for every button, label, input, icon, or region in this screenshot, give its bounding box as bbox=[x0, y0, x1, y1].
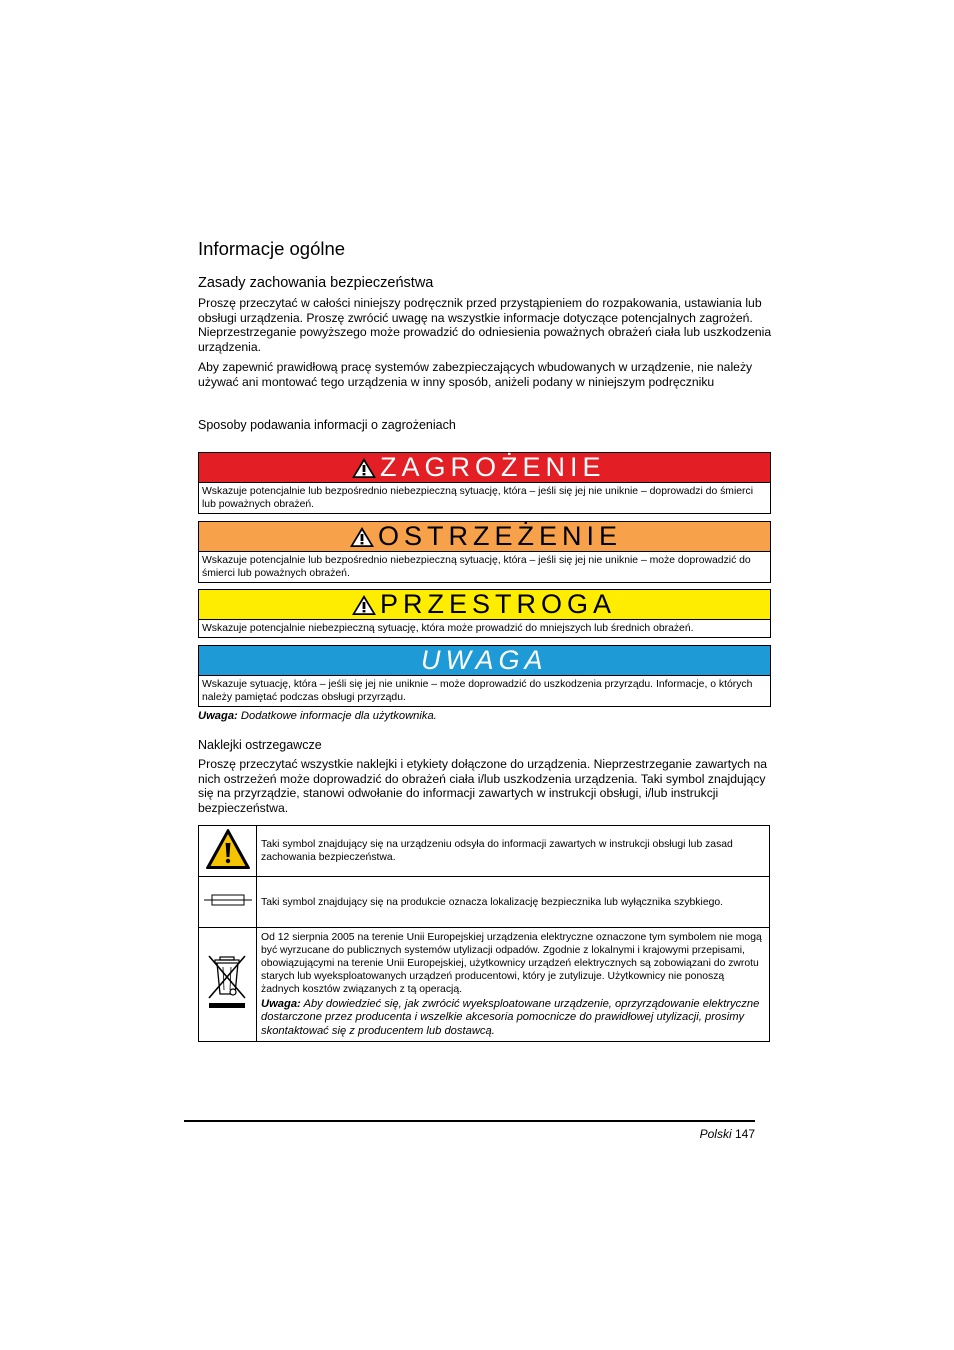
warning-box bbox=[198, 521, 771, 583]
safety-paragraph-2: Aby zapewnić prawidłową pracę systemów zabezpieczających wbudowanych w urządzenie, nie należy używać ani montować tego urządzenia w inny sposób, aniżeli podany w niniejszym podręczniku bbox=[198, 360, 753, 389]
footer-language: Polski bbox=[699, 1127, 732, 1141]
crossed-bin-icon bbox=[205, 952, 251, 1012]
note-text: Dodatkowe informacje dla użytkownika. bbox=[237, 710, 437, 722]
symbol-description: Taki symbol znajdujący się na produkcie oznacza lokalizację bezpiecznika lub wyłącznika szybkiego. bbox=[257, 877, 770, 928]
page-number: 147 bbox=[734, 1127, 755, 1141]
weee-note bbox=[261, 998, 765, 1038]
symbol-cell bbox=[199, 826, 257, 877]
labels-heading: Naklejki ostrzegawcze bbox=[198, 738, 322, 752]
note-label: Uwaga: bbox=[198, 710, 238, 722]
fuse-icon bbox=[202, 893, 254, 907]
footer-rule bbox=[184, 1120, 755, 1122]
symbol-description: Taki symbol znajdujący się na urządzeniu odsyła do informacji zawartych w instrukcji obsługi lub zasad zachowania bezpieczeństwa. bbox=[257, 826, 770, 877]
labels-paragraph: Proszę przeczytać wszystkie naklejki i etykiety dołączone do urządzenia. Nieprzestrzeganie zawartych na nich ostrzeżeń może doprowadzić do obrażeń ciała i/lub uszkodzenia urządzenia. Taki symbol znajdujący się na przyrządzie, stanowi odwołanie do informacji zawartych w instrukcji obsługi, i/lub instrukcji bezpieczeństwa. bbox=[198, 757, 768, 815]
danger-signal-word: ZAGROŻENIE bbox=[380, 452, 606, 482]
hazard-info-heading: Sposoby podawania informacji o zagrożeniach bbox=[198, 418, 456, 432]
warning-banner bbox=[199, 522, 770, 552]
note-text: Aby dowiedzieć się, jak zwrócić wyeksploatowane urządzenie, oprzyrządowanie elektryczne dostarczone przez producenta i wszelkie akcesoria pomocnicze do prawidłowej utylizacji, prosimy skontaktować się z producentem lub dostawcą. bbox=[261, 998, 760, 1037]
notice-banner bbox=[199, 646, 770, 676]
safety-heading: Zasady zachowania bezpieczeństwa bbox=[198, 275, 434, 291]
caution-text: Wskazuje potencjalnie niebezpieczną sytuację, która może prowadzić do mniejszych lub średnich obrażeń. bbox=[202, 623, 694, 634]
user-note bbox=[198, 710, 437, 722]
warning-signal-word: OSTRZEŻENIE bbox=[378, 521, 623, 551]
symbol-description bbox=[257, 928, 770, 1042]
warning-text: Wskazuje potencjalnie lub bezpośrednio niebezpieczną sytuację, która – jeśli się jej nie uniknie – może doprowadzić do śmierci lub poważnych obrażeń. bbox=[202, 555, 751, 579]
caution-signal-word: PRZESTROGA bbox=[380, 589, 617, 619]
danger-box bbox=[198, 452, 771, 514]
warning-triangle-icon bbox=[351, 594, 377, 616]
notice-box bbox=[198, 645, 771, 707]
safety-paragraph-1: Proszę przeczytać w całości niniejszy podręcznik przed przystąpieniem do rozpakowania, ustawiania lub obsługi urządzenia. Proszę zwrócić uwagę na wszystkie informacje dotyczące potencjalnych zagrożeń. Nieprzestrzeganie powyższego może prowadzić do odniesienia poważnych obrażeń ciała lub uszkodzenia urządzenia. bbox=[198, 296, 772, 354]
table-row bbox=[199, 877, 770, 928]
notice-text: Wskazuje sytuację, która – jeśli się jej nie uniknie – może doprowadzić do uszkodzenia przyrządu. Informacje, o których należy pamiętać podczas obsługi przyrządu. bbox=[202, 679, 753, 703]
notice-signal-word: UWAGA bbox=[421, 645, 548, 675]
warning-triangle-icon bbox=[351, 457, 377, 479]
caution-box bbox=[198, 589, 771, 638]
warning-triangle-icon bbox=[349, 526, 375, 548]
symbol-cell bbox=[199, 877, 257, 928]
section-title: Informacje ogólne bbox=[198, 238, 346, 259]
note-label: Uwaga: bbox=[261, 998, 301, 1010]
symbol-cell bbox=[199, 928, 257, 1042]
danger-banner bbox=[199, 453, 770, 483]
table-row bbox=[199, 826, 770, 877]
weee-description: Od 12 sierpnia 2005 na terenie Unii Europejskiej urządzenia elektryczne oznaczone tym symbolem nie mogą być wyrzucane do publicznych systemów utylizacji odpadów. Zgodnie z lokalnymi i krajowymi przepisami, obowiązującymi na terenie Unii Europejskiej, użytkownicy urządzeń elektrycznych są zobowiązani do zwrotu starych lub wyeksploatowanych urządzeń producentowi, który je zutylizuje. Użytkownicy nie ponoszą żadnych kosztów związanych z tą operacją. bbox=[261, 932, 762, 995]
table-row bbox=[199, 928, 770, 1042]
symbols-table bbox=[198, 825, 770, 1042]
page-footer bbox=[600, 1127, 755, 1141]
caution-banner bbox=[199, 590, 770, 620]
danger-text: Wskazuje potencjalnie lub bezpośrednio niebezpieczną sytuację, która – jeśli się jej nie uniknie – doprowadzi do śmierci lub poważnych obrażeń. bbox=[202, 486, 754, 510]
warning-triangle-icon bbox=[205, 828, 251, 870]
